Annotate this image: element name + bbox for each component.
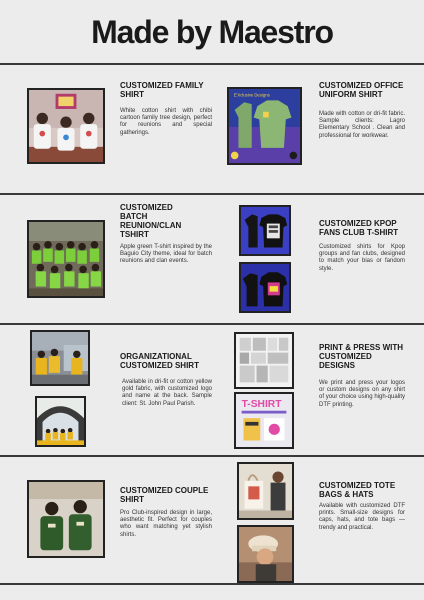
section-heading: CUSTOMIZED OFFICE UNIFORM SHIRT: [319, 81, 404, 99]
hat-photo: [237, 525, 294, 583]
section-description: Apple green T-shirt inspired by the Baguio City theme, ideal for batch reunions and clan events.: [120, 244, 212, 265]
org-shirt-photo-1: [30, 330, 90, 386]
divider: [0, 583, 424, 585]
section-heading: PRINT & PRESS WITH CUSTOMIZED DESIGNS: [319, 343, 404, 370]
section-heading: CUSTOMIZED FAMILY SHIRT: [120, 81, 204, 99]
divider: [0, 323, 424, 325]
couple-shirt-photo: [27, 480, 105, 558]
kpop-shirt-photo-2: [239, 262, 291, 313]
section-description: Made with cotton or dri-fit fabric. Sample clients: Lagro Elementary School . Clean and professional for workwear.: [319, 111, 405, 139]
section-heading: CUSTOMIZED TOTE BAGS & HATS: [319, 481, 396, 499]
section-description: Customized shirts for Kpop groups and fan clubs, designed to match your bias or fandom style.: [319, 244, 405, 272]
section-description: Pro Club-inspired design in large, aesthetic fit. Perfect for couples who want matching yet stylish shirts.: [120, 510, 212, 538]
kpop-shirt-photo-1: [239, 205, 291, 256]
divider: [0, 455, 424, 457]
section-description: We print and press your logos or custom designs on any shirt of your choice using high-quality DTF printing.: [319, 380, 405, 408]
print-press-photo-1: [234, 332, 294, 389]
org-shirt-photo-2: [35, 396, 86, 447]
section-description: White cotton shirt with chibi cartoon family tree design, perfect for reunions and special gatherings.: [120, 108, 212, 136]
print-press-photo-2: [234, 392, 294, 449]
tote-bag-photo: [237, 462, 294, 520]
section-heading: CUSTOMIZED BATCH REUNION/CLAN TSHIRT: [120, 203, 182, 239]
section-heading: ORGANIZATIONAL CUSTOMIZED SHIRT: [120, 352, 199, 370]
section-description: Available with customized DTF prints. Small-size designs for caps, hats, and tote bags — trendy and practical.: [319, 503, 405, 531]
mockup-label: E'Xclusive Designs: [233, 92, 270, 98]
batch-reunion-photo: [27, 220, 105, 298]
section-heading: CUSTOMIZED COUPLE SHIRT: [120, 486, 209, 504]
divider: [0, 63, 424, 65]
section-heading: CUSTOMIZED KPOP FANS CLUB T-SHIRT: [319, 219, 399, 237]
family-shirt-photo: [27, 88, 105, 164]
page-title: Made by Maestro: [91, 14, 333, 50]
section-description: Available in dri-fit or cotton yellow gold fabric, with customized logo and name at the back. Sample client: St. John Paul Parish.: [122, 379, 212, 407]
tshirt-print-label: T-SHIRT: [241, 399, 282, 411]
divider: [0, 193, 424, 195]
office-uniform-photo: [227, 87, 302, 165]
